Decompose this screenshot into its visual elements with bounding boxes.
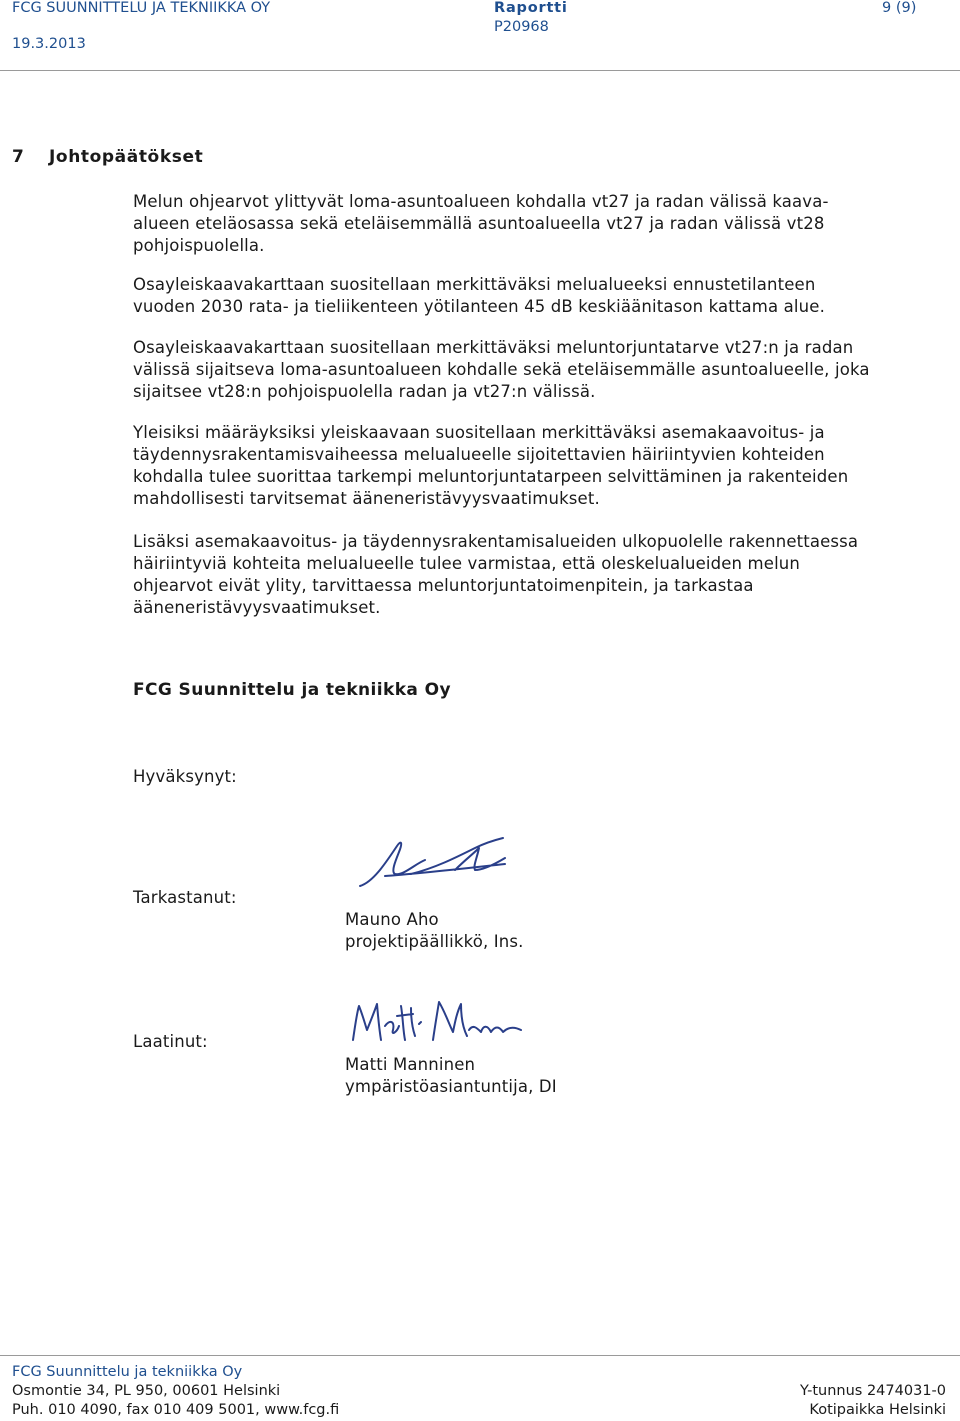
paragraph-line: ääneneristävyysvaatimukset.: [133, 598, 381, 617]
paragraph-line: häiriintyviä kohteita melualueelle tulee varmistaa, että oleskelualueiden melun: [133, 554, 801, 573]
header-rule: [0, 70, 960, 71]
paragraph-line: kohdalla tulee suorittaa tarkempi meluntorjuntatarpeen selvittäminen ja rakenteiden: [133, 467, 849, 486]
paragraph-5: [133, 531, 858, 619]
paragraph-line: vuoden 2030 rata- ja tieliikenteen yötilanteen 45 dB keskiäänitason kattama alue.: [133, 297, 825, 316]
section-number: 7: [12, 147, 25, 167]
doc-type: Raportti: [494, 0, 568, 16]
header-company: FCG SUUNNITTELU JA TEKNIIKKA OY: [12, 0, 271, 16]
paragraph-line: pohjoispuolella.: [133, 236, 265, 255]
paragraph-1: [133, 191, 829, 257]
footer-address: Osmontie 34, PL 950, 00601 Helsinki: [12, 1383, 281, 1399]
paragraph-2: [133, 274, 825, 318]
preparer-title: ympäristöasiantuntija, DI: [345, 1077, 557, 1096]
footer-rule: [0, 1355, 960, 1356]
signature-company: FCG Suunnittelu ja tekniikka Oy: [133, 680, 451, 700]
footer-domicile: Kotipaikka Helsinki: [809, 1402, 946, 1418]
page-number: 9 (9): [882, 0, 917, 16]
footer-business-id: Y-tunnus 2474031-0: [799, 1383, 946, 1399]
preparer-name: Matti Manninen: [345, 1055, 476, 1074]
paragraph-line: alueen eteläosassa sekä eteläisemmällä asuntoalueella vt27 ja radan välissä vt28: [133, 214, 825, 233]
signature-aho: [355, 834, 515, 894]
paragraph-line: välissä sijaitseva loma-asuntoalueen kohdalle sekä eteläisemmälle asuntoalueelle, joka: [133, 360, 870, 379]
prepared-label: Laatinut:: [133, 1032, 208, 1051]
header-date: 19.3.2013: [12, 36, 86, 52]
paragraph-line: Melun ohjearvot ylittyvät loma-asuntoalueen kohdalla vt27 ja radan välissä kaava-: [133, 192, 829, 211]
signature-manninen: [345, 996, 530, 1046]
paragraph-line: täydennysrakentamisvaiheessa melualueelle sijoitettavien häiriintyvien kohteiden: [133, 445, 825, 464]
paragraph-3: [133, 337, 870, 403]
checker-name: Mauno Aho: [345, 910, 439, 929]
doc-number: P20968: [494, 19, 549, 35]
paragraph-line: sijaitsee vt28:n pohjoispuolella radan ja vt27:n välissä.: [133, 382, 596, 401]
footer-contact: Puh. 010 4090, fax 010 409 5001, www.fcg.fi: [12, 1402, 340, 1418]
paragraph-line: Yleisiksi määräyksiksi yleiskaavaan suositellaan merkittäväksi asemakaavoitus- ja: [133, 423, 825, 442]
checker-title: projektipäällikkö, Ins.: [345, 932, 524, 951]
paragraph-4: [133, 422, 848, 510]
paragraph-line: Osayleiskaavakarttaan suositellaan merkittäväksi meluntorjuntatarve vt27:n ja radan: [133, 338, 854, 357]
paragraph-line: Osayleiskaavakarttaan suositellaan merkittäväksi melualueeksi ennustetilanteen: [133, 275, 816, 294]
checked-label: Tarkastanut:: [133, 888, 237, 907]
paragraph-line: Lisäksi asemakaavoitus- ja täydennysrakentamisalueiden ulkopuolelle rakennettaessa: [133, 532, 859, 551]
footer-company: FCG Suunnittelu ja tekniikka Oy: [12, 1364, 243, 1380]
paragraph-line: ohjearvot eivät ylity, tarvittaessa meluntorjuntatoimenpitein, ja tarkastaa: [133, 576, 754, 595]
approved-label: Hyväksynyt:: [133, 767, 237, 786]
section-title: Johtopäätökset: [49, 147, 204, 167]
paragraph-line: mahdollisesti tarvitsemat ääneneristävyysvaatimukset.: [133, 489, 600, 508]
